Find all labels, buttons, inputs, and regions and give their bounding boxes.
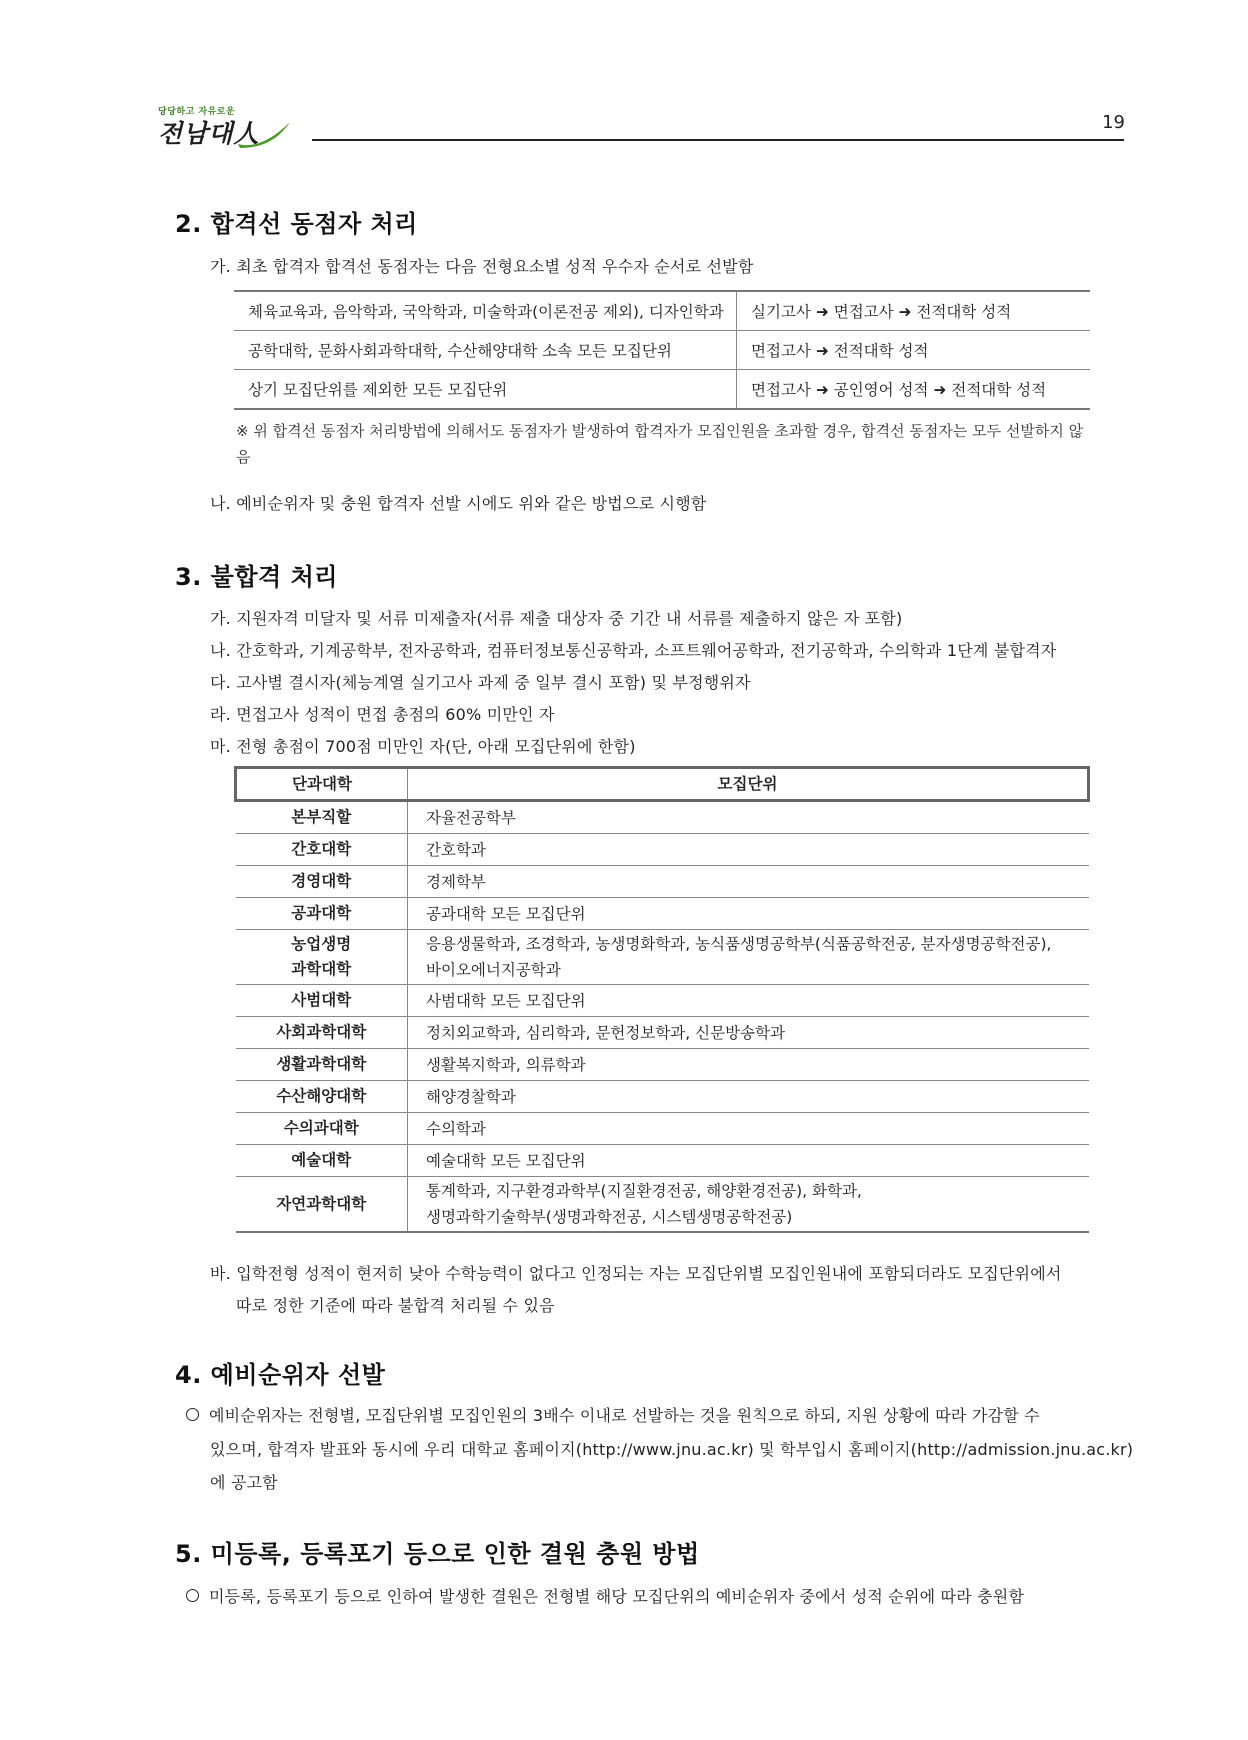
table-row: [234, 331, 1090, 370]
cell-college-line: 농업생명: [291, 935, 352, 953]
cell-college: [236, 930, 408, 985]
cell-unit: [408, 1177, 1089, 1233]
section-5-text: 미등록, 등록포기 등으로 인하여 발생한 결원은 전형별 해당 모집단위의 예비순위자 중에서 성적 순위에 따라 충원함: [209, 1587, 1025, 1606]
section-2-title: 2. 합격선 동점자 처리: [175, 210, 418, 238]
cell-unit-line: 응용생물학과, 조경학과, 농생명화학과, 농식품생명공학부(식품공학전공, 분자생명공학전공),: [426, 935, 1052, 953]
table-header-row: [236, 768, 1089, 801]
table-row: [236, 1145, 1089, 1177]
section-4-title: 4. 예비순위자 선발: [175, 1361, 386, 1389]
section-2-item-na: 나. 예비순위자 및 충원 합격자 선발 시에도 위와 같은 방법으로 시행함: [210, 494, 707, 513]
section-3-title: 3. 불합격 처리: [175, 563, 338, 591]
table-row: [236, 985, 1089, 1017]
table-row: [236, 1177, 1089, 1233]
column-header-college: 단과대학: [236, 768, 408, 801]
section-3-item-ba-line2: 따로 정한 기준에 따라 불합격 처리될 수 있음: [236, 1296, 555, 1315]
cell-college: 사범대학: [236, 985, 408, 1017]
table-row: [236, 1113, 1089, 1145]
cell-college: 자연과학대학: [236, 1177, 408, 1233]
cell-college-line: 과학대학: [291, 960, 352, 978]
page-number: 19: [1102, 112, 1125, 133]
score-cutoff-table: [234, 766, 1090, 1233]
table-row: [236, 1049, 1089, 1081]
cell-unit: 생활복지학과, 의류학과: [408, 1049, 1089, 1081]
section-3-item-ga: 가. 지원자격 미달자 및 서류 미제출자(서류 제출 대상자 중 기간 내 서류를 제출하지 않은 자 포함): [210, 609, 903, 628]
cell-unit-line: 통계학과, 지구환경과학부(지질환경전공, 해양환경전공), 화학과,: [426, 1182, 862, 1200]
section-3-item-ba-line1: 바. 입학전형 성적이 현저히 낮아 수학능력이 없다고 인정되는 자는 모집단위별 모집인원내에 포함되더라도 모집단위에서: [210, 1264, 1062, 1283]
section-4-line3: 에 공고함: [210, 1473, 278, 1492]
cell-college: 경영대학: [236, 866, 408, 898]
table-cell-unit: 체육교육과, 음악학과, 국악학과, 미술학과(이론전공 제외), 디자인학과: [234, 291, 737, 331]
section-5-line1: [186, 1584, 1024, 1607]
cell-unit: 공과대학 모든 모집단위: [408, 898, 1089, 930]
cell-college: 예술대학: [236, 1145, 408, 1177]
table-cell-order: 면접고사 ➜ 공인영어 성적 ➜ 전적대학 성적: [737, 370, 1091, 410]
cell-unit: 예술대학 모든 모집단위: [408, 1145, 1089, 1177]
section-2-item-ga: 가. 최초 합격자 합격선 동점자는 다음 전형요소별 성적 우수자 순서로 선발함: [210, 257, 754, 276]
table-row: [236, 1017, 1089, 1049]
table-row: [236, 801, 1089, 834]
cell-unit-line: 바이오에너지공학과: [426, 961, 561, 979]
table-row: [236, 930, 1089, 985]
cell-unit: 사범대학 모든 모집단위: [408, 985, 1089, 1017]
cell-college: 공과대학: [236, 898, 408, 930]
cell-unit: 간호학과: [408, 834, 1089, 866]
table-row: [236, 898, 1089, 930]
cell-unit-line: 생명과학기술학부(생명과학전공, 시스템생명공학전공): [426, 1208, 793, 1226]
table-row: [236, 1081, 1089, 1113]
cell-college: 본부직할: [236, 801, 408, 834]
cell-unit: [408, 930, 1089, 985]
table-row: [234, 291, 1090, 331]
section-3-item-ma: 마. 전형 총점이 700점 미만인 자(단, 아래 모집단위에 한함): [210, 737, 636, 756]
section-3-item-na: 나. 간호학과, 기계공학부, 전자공학과, 컴퓨터정보통신공학과, 소프트웨어공학과, 전기공학과, 수의학과 1단계 불합격자: [210, 641, 1057, 660]
cell-unit: 자율전공학부: [408, 801, 1089, 834]
cell-unit: 경제학부: [408, 866, 1089, 898]
header-divider: [312, 139, 1124, 141]
cell-college: 수산해양대학: [236, 1081, 408, 1113]
section-2-note: ※ 위 합격선 동점자 처리방법에 의해서도 동점자가 발생하여 합격자가 모집인원을 초과할 경우, 합격선 동점자는 모두 선발하지 않음: [236, 422, 1084, 466]
table-row: [236, 866, 1089, 898]
section-3-item-ra: 라. 면접고사 성적이 면접 총점의 60% 미만인 자: [210, 705, 555, 724]
logo-wordmark: 전남대人: [158, 119, 260, 148]
bullet-circle-icon: [186, 1589, 199, 1602]
column-header-unit: 모집단위: [408, 768, 1089, 801]
section-3-item-da: 다. 고사별 결시자(체능계열 실기고사 과제 중 일부 결시 포함) 및 부정행위자: [210, 673, 751, 692]
cell-college: 사회과학대학: [236, 1017, 408, 1049]
bullet-circle-icon: [186, 1408, 199, 1421]
cell-college: 간호대학: [236, 834, 408, 866]
table-cell-order: 실기고사 ➜ 면접고사 ➜ 전적대학 성적: [737, 291, 1091, 331]
tie-break-table: [234, 290, 1090, 410]
section-5-title: 5. 미등록, 등록포기 등으로 인한 결원 충원 방법: [175, 1540, 700, 1568]
section-4-line1: [186, 1403, 1040, 1426]
table-row: [234, 370, 1090, 410]
table-cell-unit: 공학대학, 문화사회과학대학, 수산해양대학 소속 모든 모집단위: [234, 331, 737, 370]
table-cell-order: 면접고사 ➜ 전적대학 성적: [737, 331, 1091, 370]
table-row: [236, 834, 1089, 866]
logo-swoosh-icon: [234, 118, 294, 150]
cell-unit: 수의학과: [408, 1113, 1089, 1145]
logo-slogan: 당당하고 자유로운: [158, 107, 236, 117]
section-4-text: 예비순위자는 전형별, 모집단위별 모집인원의 3배수 이내로 선발하는 것을 원칙으로 하되, 지원 상황에 따라 가감할 수: [209, 1406, 1040, 1425]
section-4-line2: 있으며, 합격자 발표와 동시에 우리 대학교 홈페이지(http://www.jnu.ac.kr) 및 학부입시 홈페이지(http://admission.jnu.ac.kr): [210, 1440, 1134, 1459]
cell-unit: 해양경찰학과: [408, 1081, 1089, 1113]
university-logo: [158, 104, 288, 150]
cell-college: 생활과학대학: [236, 1049, 408, 1081]
cell-college: 수의과대학: [236, 1113, 408, 1145]
cell-unit: 정치외교학과, 심리학과, 문헌정보학과, 신문방송학과: [408, 1017, 1089, 1049]
table-cell-unit: 상기 모집단위를 제외한 모든 모집단위: [234, 370, 737, 410]
